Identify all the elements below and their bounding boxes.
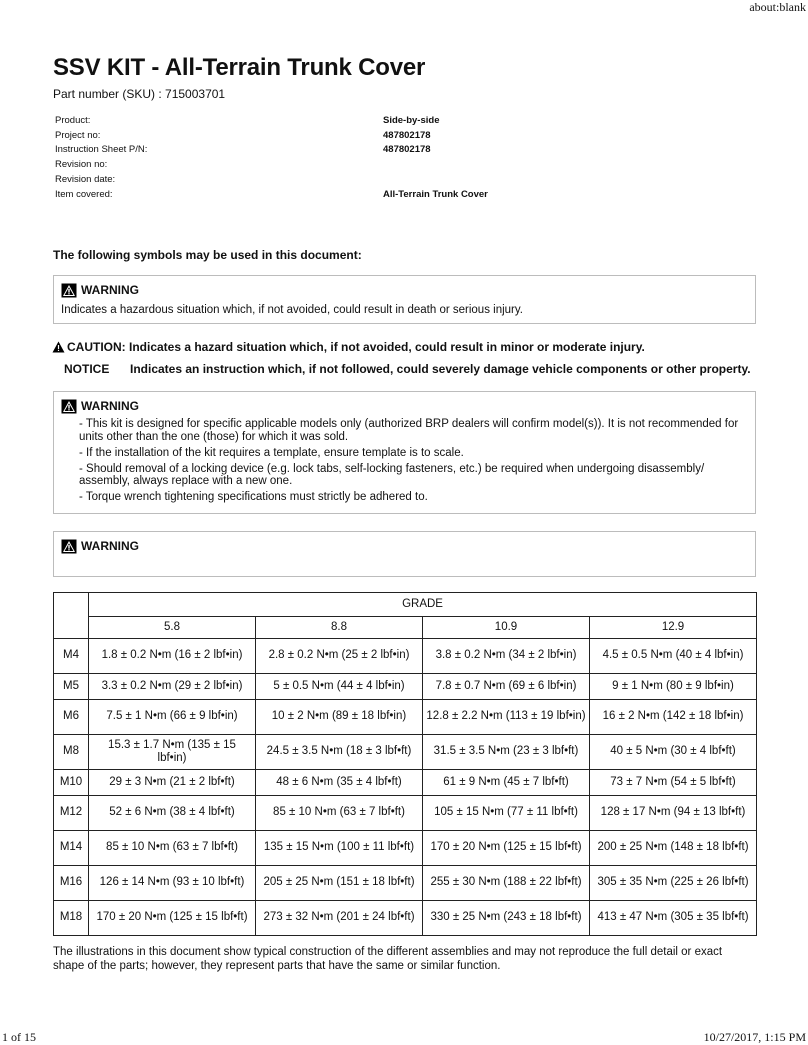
torque-value: 5 ± 0.5 N•m (44 ± 4 lbf•in)	[256, 674, 423, 700]
warning-box-instructions	[53, 391, 756, 514]
meta-value	[381, 158, 503, 173]
bolt-size: M12	[54, 796, 89, 831]
warning-icon	[61, 283, 77, 298]
illustration-footnote: The illustrations in this document show typical construction of the different assemblies and may not reproduce the full detail or exact shape of the parts; however, they represent parts that have the same or similar function.	[53, 946, 723, 973]
torque-value: 305 ± 35 N•m (225 ± 26 lbf•ft)	[590, 866, 757, 901]
meta-row	[53, 143, 503, 158]
caution-icon	[52, 341, 65, 353]
warning-title	[61, 537, 747, 555]
torque-value: 73 ± 7 N•m (54 ± 5 lbf•ft)	[590, 770, 757, 796]
meta-row	[53, 158, 503, 173]
warning-item: - If the installation of the kit requires a template, ensure template is to scale.	[79, 446, 464, 459]
warning-icon	[61, 539, 77, 554]
bolt-size: M5	[54, 674, 89, 700]
warning-item: - Should removal of a locking device (e.g. lock tabs, self-locking fasteners, etc.) be required when undergoing disassembly/ assembly, always replace with a new one.	[79, 462, 705, 488]
torque-value: 24.5 ± 3.5 N•m (18 ± 3 lbf•ft)	[256, 735, 423, 770]
torque-value: 273 ± 32 N•m (201 ± 24 lbf•ft)	[256, 901, 423, 936]
grade-value: 12.9	[590, 617, 757, 639]
bolt-size: M4	[54, 639, 89, 674]
torque-row	[54, 831, 757, 866]
sku-value: 715003701	[165, 87, 226, 101]
caution-text: CAUTION: Indicates a hazard situation which, if not avoided, could result in minor or moderate injury.	[67, 340, 645, 355]
torque-value: 413 ± 47 N•m (305 ± 35 lbf•ft)	[590, 901, 757, 936]
meta-key: Revision date:	[55, 173, 116, 185]
torque-grade-values-row	[54, 617, 757, 639]
warning-title-text: WARNING	[81, 539, 139, 554]
meta-row	[53, 129, 503, 144]
bolt-size: M8	[54, 735, 89, 770]
grade-value: 10.9	[423, 617, 590, 639]
grade-header: GRADE	[89, 593, 757, 617]
torque-row	[54, 796, 757, 831]
meta-row	[53, 173, 503, 188]
torque-value: 15.3 ± 1.7 N•m (135 ± 15 lbf•in)	[89, 735, 256, 770]
torque-table	[53, 592, 757, 936]
torque-row	[54, 866, 757, 901]
torque-value: 85 ± 10 N•m (63 ± 7 lbf•ft)	[89, 831, 256, 866]
meta-key: Instruction Sheet P/N:	[55, 144, 148, 156]
torque-value: 85 ± 10 N•m (63 ± 7 lbf•ft)	[256, 796, 423, 831]
torque-value: 205 ± 25 N•m (151 ± 18 lbf•ft)	[256, 866, 423, 901]
torque-corner-cell	[54, 593, 89, 639]
torque-value: 29 ± 3 N•m (21 ± 2 lbf•ft)	[89, 770, 256, 796]
torque-value: 3.3 ± 0.2 N•m (29 ± 2 lbf•in)	[89, 674, 256, 700]
warning-item: - Torque wrench tightening specifications must strictly be adhered to.	[79, 491, 428, 504]
page-counter: 1 of 15	[2, 1030, 36, 1044]
torque-value: 170 ± 20 N•m (125 ± 15 lbf•ft)	[89, 901, 256, 936]
meta-row	[53, 114, 503, 129]
symbols-intro: The following symbols may be used in this document:	[53, 248, 362, 263]
torque-value: 16 ± 2 N•m (142 ± 18 lbf•in)	[590, 700, 757, 735]
warning-definition-text: Indicates a hazardous situation which, if not avoided, could result in death or serious injury.	[61, 304, 523, 317]
notice-line	[53, 361, 756, 377]
warning-title-text: WARNING	[81, 283, 139, 298]
torque-row	[54, 700, 757, 735]
warning-icon	[61, 399, 77, 414]
warning-title	[61, 397, 747, 415]
warning-title-text: WARNING	[81, 399, 139, 414]
bolt-size: M14	[54, 831, 89, 866]
meta-value: 487802178	[383, 144, 431, 156]
print-datetime: 10/27/2017, 1:15 PM	[703, 1030, 806, 1044]
torque-row	[54, 639, 757, 674]
meta-key: Product:	[55, 115, 91, 126]
bolt-size: M6	[54, 700, 89, 735]
torque-value: 52 ± 6 N•m (38 ± 4 lbf•ft)	[89, 796, 256, 831]
document-title: SSV KIT - All-Terrain Trunk Cover	[53, 54, 426, 81]
notice-label: NOTICE	[64, 362, 110, 377]
meta-key: Revision no:	[55, 159, 108, 171]
warning-box-definition	[53, 275, 756, 324]
meta-value: All-Terrain Trunk Cover	[383, 188, 488, 200]
torque-value: 12.8 ± 2.2 N•m (113 ± 19 lbf•in)	[423, 700, 590, 735]
torque-value: 200 ± 25 N•m (148 ± 18 lbf•ft)	[590, 831, 757, 866]
torque-value: 4.5 ± 0.5 N•m (40 ± 4 lbf•in)	[590, 639, 757, 674]
torque-row	[54, 901, 757, 936]
notice-text: Indicates an instruction which, if not followed, could severely damage vehicle components or other property.	[130, 362, 751, 377]
torque-value: 7.5 ± 1 N•m (66 ± 9 lbf•in)	[89, 700, 256, 735]
meta-key: Item covered:	[55, 188, 113, 200]
torque-value: 1.8 ± 0.2 N•m (16 ± 2 lbf•in)	[89, 639, 256, 674]
torque-value: 7.8 ± 0.7 N•m (69 ± 6 lbf•in)	[423, 674, 590, 700]
meta-table	[53, 114, 503, 202]
torque-value: 31.5 ± 3.5 N•m (23 ± 3 lbf•ft)	[423, 735, 590, 770]
meta-value: Side-by-side	[383, 115, 440, 126]
torque-value: 40 ± 5 N•m (30 ± 4 lbf•ft)	[590, 735, 757, 770]
torque-row	[54, 770, 757, 796]
warning-item: - This kit is designed for specific applicable models only (authorized BRP dealers will confirm model(s)). It is not recommended for units other than the one (those) for which it was sold.	[79, 418, 739, 443]
torque-value: 330 ± 25 N•m (243 ± 18 lbf•ft)	[423, 901, 590, 936]
torque-value: 126 ± 14 N•m (93 ± 10 lbf•ft)	[89, 866, 256, 901]
warning-title	[61, 281, 747, 299]
torque-value: 3.8 ± 0.2 N•m (34 ± 2 lbf•in)	[423, 639, 590, 674]
torque-grade-row	[54, 593, 757, 617]
meta-row	[53, 188, 503, 203]
warning-box-empty	[53, 531, 756, 577]
torque-value: 48 ± 6 N•m (35 ± 4 lbf•ft)	[256, 770, 423, 796]
torque-value: 135 ± 15 N•m (100 ± 11 lbf•ft)	[256, 831, 423, 866]
bolt-size: M18	[54, 901, 89, 936]
torque-value: 2.8 ± 0.2 N•m (25 ± 2 lbf•in)	[256, 639, 423, 674]
document-page	[53, 52, 756, 973]
bolt-size: M16	[54, 866, 89, 901]
torque-value: 10 ± 2 N•m (89 ± 18 lbf•in)	[256, 700, 423, 735]
caution-line	[52, 339, 756, 355]
torque-value: 170 ± 20 N•m (125 ± 15 lbf•ft)	[423, 831, 590, 866]
sku-label: Part number (SKU) :	[53, 87, 166, 101]
meta-value: 487802178	[383, 129, 431, 141]
torque-row	[54, 674, 757, 700]
torque-value: 61 ± 9 N•m (45 ± 7 lbf•ft)	[423, 770, 590, 796]
meta-value	[381, 173, 503, 188]
grade-value: 5.8	[89, 617, 256, 639]
grade-value: 8.8	[256, 617, 423, 639]
meta-key: Project no:	[55, 129, 101, 141]
warning-instruction-list	[61, 418, 747, 504]
torque-value: 128 ± 17 N•m (94 ± 13 lbf•ft)	[590, 796, 757, 831]
sku-line	[53, 86, 756, 102]
torque-value: 105 ± 15 N•m (77 ± 11 lbf•ft)	[423, 796, 590, 831]
bolt-size: M10	[54, 770, 89, 796]
torque-row	[54, 735, 757, 770]
torque-value: 9 ± 1 N•m (80 ± 9 lbf•in)	[590, 674, 757, 700]
torque-value: 255 ± 30 N•m (188 ± 22 lbf•ft)	[423, 866, 590, 901]
print-header-url: about:blank	[749, 0, 806, 14]
